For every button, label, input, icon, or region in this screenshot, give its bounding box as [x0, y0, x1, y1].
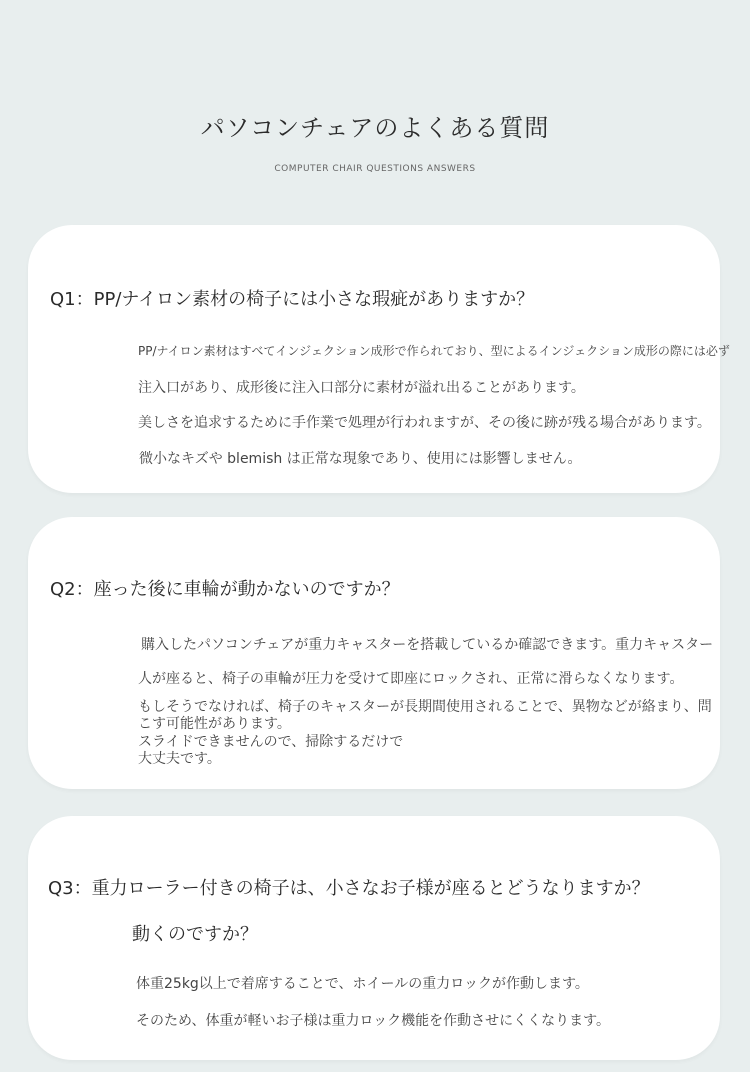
faq-answer-line: 大丈夫です。 — [138, 751, 221, 767]
faq-question-2: Q2：座った後に車輪が動かないのですか？ — [50, 579, 400, 600]
faq-answer-line: 購入したパソコンチェアが重力キャスターを搭載しているか確認できます。重力キャスター — [141, 637, 714, 653]
faq-answer-line: こす可能性があります。 — [138, 716, 291, 732]
faq-card-3 — [28, 816, 720, 1060]
faq-answer-line: もしそうでなければ、椅子のキャスターが長期間使用されることで、異物などが絡まり、問 — [138, 699, 712, 715]
page-subtitle: COMPUTER CHAIR QUESTIONS ANSWERS — [274, 164, 476, 174]
faq-question-3: Q3：重力ローラー付きの椅子は、小さなお子様が座るとどうなりますか？ — [48, 878, 650, 899]
faq-card-2 — [28, 517, 720, 789]
faq-answer-line: PP/ナイロン素材はすべてインジェクション成形で作られており、型によるインジェクション成形の際には必ず — [138, 344, 730, 358]
faq-question-3-continued: 動くのですか？ — [132, 924, 258, 945]
page-title: パソコンチェアのよくある質問 — [200, 114, 550, 142]
faq-answer-line: 人が座ると、椅子の車輪が圧力を受けて即座にロックされ、正常に滑らなくなります。 — [138, 671, 684, 687]
faq-answer-line: 体重25kg以上で着席することで、ホイールの重力ロックが作動します。 — [136, 976, 589, 992]
faq-answer-line: 微小なキズや blemish は正常な現象であり、使用には影響しません。 — [139, 451, 582, 467]
faq-answer-line: 注入口があり、成形後に注入口部分に素材が溢れ出ることがあります。 — [138, 380, 585, 396]
faq-card-1 — [28, 225, 730, 493]
faq-answer-line: そのため、体重が軽いお子様は重力ロック機能を作動させにくくなります。 — [136, 1013, 611, 1029]
faq-question-1: Q1：PP/ナイロン素材の椅子には小さな瑕疵がありますか？ — [50, 289, 535, 310]
faq-answer-line: スライドできませんので、掃除するだけで — [138, 734, 404, 750]
faq-answer-line: 美しさを追求するために手作業で処理が行われますが、その後に跡が残る場合があります。 — [138, 415, 711, 431]
